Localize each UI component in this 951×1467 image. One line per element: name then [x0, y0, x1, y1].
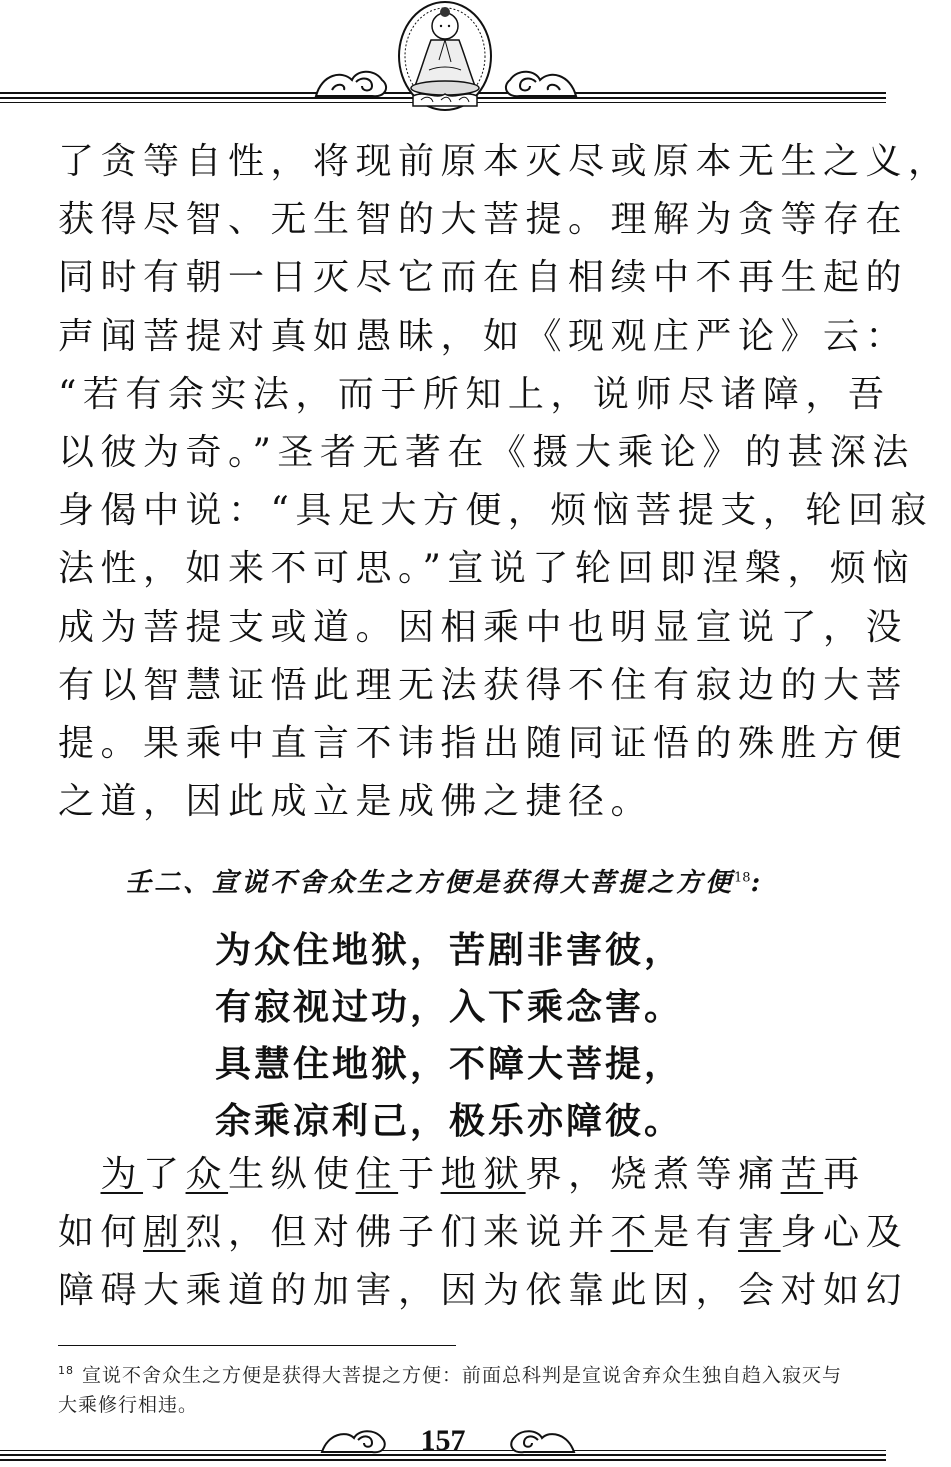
text-span: 是有 — [653, 1212, 739, 1253]
text-line — [58, 1146, 866, 1204]
text-span: 了 — [143, 1154, 186, 1195]
text-line: 成为菩提支或道。因相乘中也明显宣说了，没 — [58, 606, 909, 648]
heading-colon: : — [750, 868, 764, 898]
footnote-divider — [58, 1345, 456, 1346]
text-span: 如何 — [58, 1212, 144, 1253]
text-line: 同时有朝一日灭尽它而在自相续中不再生起的 — [58, 257, 909, 299]
buddha-figure-icon — [395, 0, 495, 112]
text-line: 法性，如来不可思。”宣说了轮回即涅槃，烦恼 — [58, 548, 915, 590]
underlined-term: 地狱 — [440, 1154, 526, 1195]
underlined-term: 剧 — [143, 1212, 186, 1253]
footnote-text: 宣说不舍众生之方便是获得大菩提之方便：前面总科判是宣说舍弃众生独自趋入寂灭与大乘修行相违。 — [58, 1364, 843, 1417]
footnote-ref[interactable]: 18 — [734, 870, 751, 886]
text-span: 界，烧煮等痛 — [525, 1154, 781, 1195]
text-line: 获得尽智、无生智的大菩提。理解为贪等存在 — [58, 199, 909, 241]
cloud-ornament-right-icon — [500, 66, 580, 100]
underlined-term: 住 — [355, 1154, 399, 1195]
verse-line: 具慧住地狱，不障大菩提， — [215, 1044, 684, 1085]
underlined-term: 为 — [100, 1154, 144, 1195]
text-line — [58, 1204, 909, 1262]
verse-block — [215, 922, 683, 1150]
footnote-number: 18 — [58, 1364, 74, 1377]
text-line: 有以智慧证悟此理无法获得不住有寂边的大菩 — [58, 664, 909, 706]
text-line: 声闻菩提对真如愚昧，如《现观庄严论》云： — [58, 315, 909, 357]
body-paragraph — [58, 133, 951, 831]
section-heading-text: 壬二、宣说不舍众生之方便是获得大菩提之方便 — [125, 868, 735, 898]
cloud-ornament-left-icon — [312, 66, 392, 100]
text-span: 于 — [398, 1154, 441, 1195]
text-line: 障碍大乘道的加害，因为依靠此因，会对如幻 — [58, 1270, 909, 1311]
underlined-term: 苦 — [780, 1154, 824, 1195]
footnote — [58, 1356, 848, 1420]
text-line: 之道，因此成立是成佛之捷径。 — [58, 781, 654, 823]
text-span: 烈，但对佛子们来说并 — [185, 1212, 611, 1253]
underlined-term: 害 — [738, 1212, 781, 1253]
verse-line: 有寂视过功，入下乘念害。 — [215, 987, 684, 1028]
commentary-paragraph — [58, 1146, 909, 1320]
text-span: 身心及 — [780, 1212, 909, 1253]
text-line: 身偈中说：“具足大方便，烦恼菩提支，轮回寂 — [58, 490, 933, 532]
text-line: “若有余实法，而于所知上，说师尽诸障，吾 — [58, 373, 891, 415]
underlined-term: 众 — [185, 1154, 229, 1195]
text-line: 以彼为奇。”圣者无著在《摄大乘论》的甚深法 — [58, 432, 915, 474]
page-number: 157 — [420, 1424, 466, 1457]
header-ornament — [0, 0, 886, 120]
text-span: 生纵使 — [228, 1154, 356, 1195]
underlined-term: 不 — [610, 1212, 654, 1253]
verse-line: 余乘凉利己，极乐亦障彼。 — [215, 1101, 684, 1142]
text-span: 再 — [823, 1154, 866, 1195]
section-heading — [125, 862, 845, 899]
verse-line: 为众住地狱，苦剧非害彼， — [215, 930, 684, 971]
indent — [58, 1154, 101, 1195]
text-line: 了贪等自性，将现前原本灭尽或原本无生之义， — [58, 141, 951, 182]
text-line: 提。果乘中直言不讳指出随同证悟的殊胜方便 — [58, 723, 909, 765]
